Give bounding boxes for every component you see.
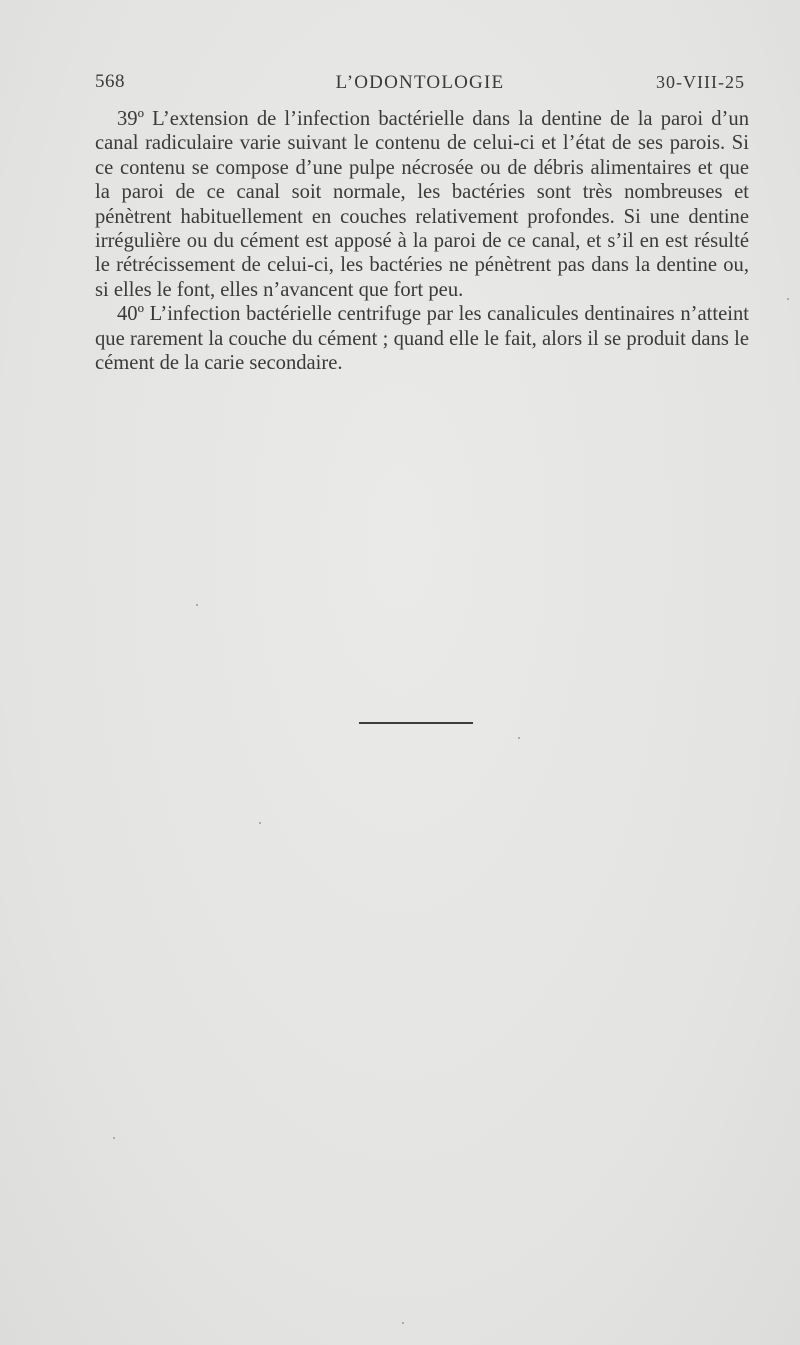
paper-speck (196, 604, 198, 606)
section-divider-rule (359, 722, 473, 724)
page-number: 568 (95, 71, 125, 92)
paragraph-40: 40º L’infection bactérielle centrifuge par les canalicules dentinaires n’atteint que rarement la couche du cément ; quand elle le fait, alors il se produit dans le cément de la carie secondaire. (95, 303, 749, 375)
issue-date: 30-VIII-25 (656, 72, 745, 92)
running-header (95, 71, 745, 97)
paper-speck (787, 298, 789, 300)
paper-speck (518, 737, 520, 739)
article-body (95, 107, 749, 375)
paper-speck (402, 1322, 404, 1324)
journal-title: L’ODONTOLOGIE (335, 72, 505, 93)
paragraph-39: 39º L’extension de l’infection bactérielle dans la dentine de la paroi d’un canal radiculaire varie suivant le contenu de celui-ci et l’état de ses parois. Si ce contenu se compose d’une pulpe nécrosée ou de débris alimentaires et que la paroi de ce canal soit normale, les bactéries sont très nombreuses et pénètrent habituellement en couches relativement profondes. Si une dentine irrégulière ou du cément est apposé à la paroi de ce canal, et s’il en est résulté le rétrécissement de celui-ci, les bactéries ne pénètrent pas dans la dentine ou, si elles le font, elles n’avancent que fort peu. (95, 108, 749, 301)
paper-speck (259, 822, 261, 824)
paper-speck (113, 1137, 115, 1139)
